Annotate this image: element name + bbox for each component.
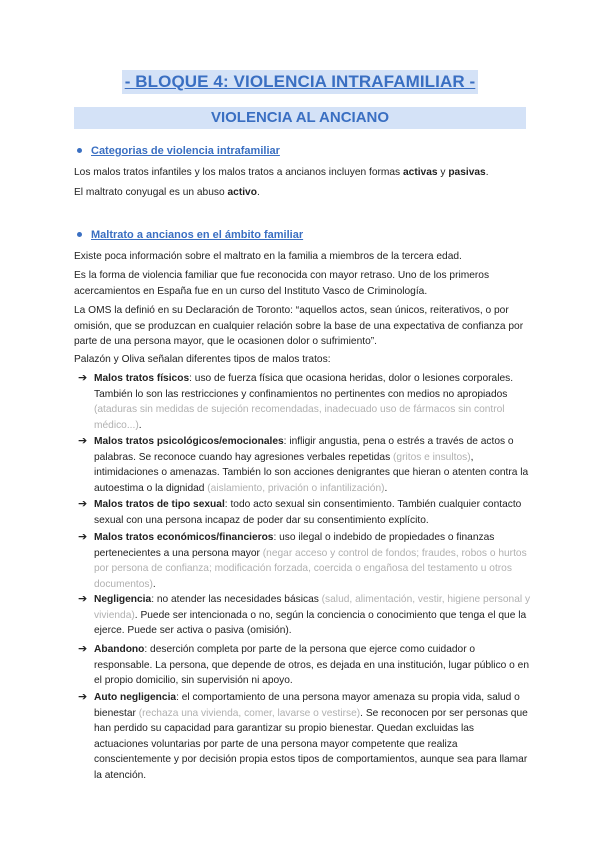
paragraph: Existe poca información sobre el maltrato en la familia a miembros de la tercera edad.: [74, 251, 462, 262]
paragraph: La OMS la definió en su Declaración de Toronto: “aquellos actos, sean únicos, reiterativos, o por omisión, que se produzcan en cualquier relación sobre la base de una expectativa de confianza por parte de una persona mayor, que le ocasionen dolor o sufrimiento”.: [74, 305, 524, 347]
arrow-right-icon: ➔: [78, 435, 88, 447]
arrow-right-icon: ➔: [78, 691, 88, 703]
section-subtitle: VIOLENCIA AL ANCIANO: [74, 107, 526, 129]
paragraph: El maltrato conyugal es un abuso activo.: [74, 187, 260, 198]
paragraph: Los malos tratos infantiles y los malos tratos a ancianos incluyen formas activas y pasivas.: [74, 167, 489, 178]
arrow-right-icon: ➔: [78, 593, 88, 605]
arrow-right-icon: ➔: [78, 531, 88, 543]
paragraph: Es la forma de violencia familiar que fue reconocida con mayor retraso. Uno de los primeros acercamientos en España fue en un curso del Instituto Vasco de Criminología.: [74, 270, 490, 297]
arrow-right-icon: ➔: [78, 372, 88, 384]
bullet-dot-icon: [77, 148, 82, 153]
document-title: - BLOQUE 4: VIOLENCIA INTRAFAMILIAR -: [0, 70, 600, 94]
arrow-right-icon: ➔: [78, 498, 88, 510]
arrow-right-icon: ➔: [78, 643, 88, 655]
section-heading-maltrato: Maltrato a ancianos en el ámbito familiar: [74, 228, 303, 243]
bullet-dot-icon: [77, 232, 82, 237]
section-heading-categorias: Categorias de violencia intrafamiliar: [74, 144, 280, 159]
paragraph: Palazón y Oliva señalan diferentes tipos de malos tratos:: [74, 354, 331, 365]
document-page: - BLOQUE 4: VIOLENCIA INTRAFAMILIAR - VIOLENCIA AL ANCIANO Categorias de violencia intrafamiliar Los malos tratos infantiles y los malos tratos a ancianos incluyen formas activas y pasivas. El maltrato conyugal es un abuso activo. Maltrato a ancianos en el ámbito familiar Existe poca información sobre el maltrato en la familia a miembros de la tercera edad. Es la forma de violencia familiar que fue reconocida con mayor retraso. Uno de los primeros acercamientos en España fue en un curso del Instituto Vasco de Criminología. La OMS la definió en su Declaración de Toronto: “aquellos actos, sean únicos, reiterativos, o por omisión, que se produzcan en cualquier relación sobre la base de una expectativa de confianza por parte de una persona mayor, que le ocasionen dolor o sufrimiento”. Palazón y Oliva señalan diferentes tipos de malos tratos: ➔ Malos tratos físicos: uso de fuerza física que ocasiona heridas, dolor o lesiones corporales. También lo son las restricciones y confinamientos no pertinentes con medios no apropiados (ataduras sin medidas de sujeción recomendadas, inadecuado uso de fármacos sin control médico...). ➔ Malos tratos psicológicos/emocionales: infligir angustia, pena o estrés a través de actos o palabras. Se reconoce cuando hay agresiones verbales repetidas (gritos e insultos), intimidaciones o amenazas. También lo son acciones denigrantes que hieran o atenten contra la autoestima o la dignidad (aislamiento, privación o infantilización). ➔ Malos tratos de tipo sexual: todo acto sexual sin consentimiento. También cualquier contacto sexual con una persona incapaz de poder dar su consentimiento explícito. ➔ Malos tratos económicos/financieros: uso ilegal o indebido de propiedades o finanzas pertenecientes a una persona mayor (negar acceso y control de fondos; fraudes, robos o hurtos por persona de confianza; modificación forzada, coercida o engañosa del testamento u otros documentos). ➔ Negligencia: no atender las necesidades básicas (salud, alimentación, vestir, higiene personal y vivienda). Puede ser intencionada o no, según la conciencia o conocimiento que tenga el que la ejerce. Puede ser activa o pasiva (omisión). ➔ Abandono: deserción completa por parte de la persona que ejerce como cuidador o responsable. La persona, que depende de otros, es dejada en una institución, lugar público o en el propio domicilio, sin supervisión ni apoyo. ➔ Auto negligencia: el comportamiento de una persona mayor amenaza su propia vida, salud o bienestar (rechaza una vivienda, comer, lavarse o vestirse). Se reconocen por ser personas que han perdido su capacidad para garantizar su propio bienestar. Quedan excluidas las actuaciones voluntarias por parte de una persona mayor competente que realiza conscientemente y por decisión propia estos tipos de comportamientos, aunque sea para llamar la atención.: [0, 0, 600, 848]
